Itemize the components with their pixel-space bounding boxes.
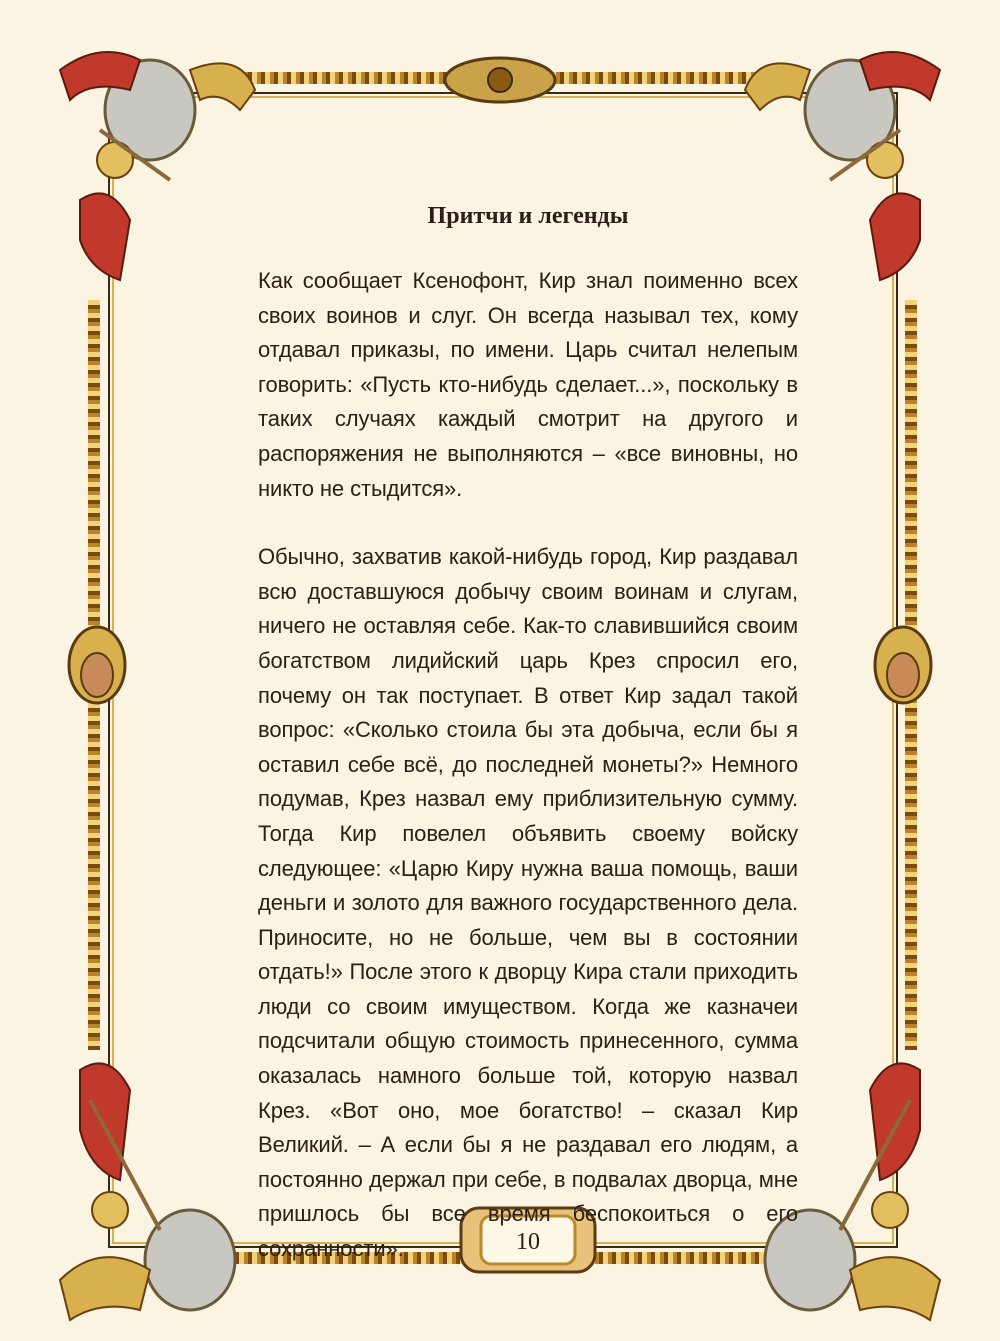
left-mask-ornament <box>62 620 132 720</box>
page-content <box>258 198 798 1301</box>
page-number: 10 <box>516 1229 540 1255</box>
corner-ornament-bottom-left <box>40 1040 260 1330</box>
paragraph-1: Как сообщает Ксенофонт, Кир знал поименно всех своих воинов и слуг. Он всегда называл тех, кому отдавал приказы, по имени. Царь считал нелепым говорить: «Пусть кто-нибудь сделает...», поскольку в таких случаях каждый смотрит на другого и распоряжения не выполняются – «все виновны, но никто не стыдится». <box>258 268 798 501</box>
paragraph-2: Обычно, захватив какой-нибудь город, Кир раздавал всю доставшуюся добычу своим воинам и слугам, ничего не оставляя себе. Как-то славившийся своим богатством лидийский царь Крез спросил его, почему он так поступает. В ответ Кир задал такой вопрос: «Сколько стоила бы эта добыча, если бы я оставил себе всё, до последней монеты?» Немного подумав, Крез назвал ему приблизительную сумму. Тогда Кир повелел объявить своему войску следующее: «Царю Киру нужна ваша помощь, ваши деньги и золото для важного государственного дела. Приносите, но не больше, чем вы в состоянии отдать!» После этого к дворцу Кира стали приходить люди со своим имуществом. Когда же казначеи подсчитали общую стоимость принесенного, сумма оказалась намного больше той, которую назвал Крез. «Вот оно, мое богатство! – сказал Кир Великий. – А если бы я не раздавал его людям, а постоянно держал при себе, в подвалах дворца, мне пришлось бы все время беспокоиться о его сохранности». <box>258 544 798 1262</box>
page-title: Притчи и легенды <box>427 203 629 229</box>
top-cartouche-ornament <box>440 50 560 110</box>
right-mask-ornament <box>868 620 938 720</box>
corner-ornament-top-left <box>40 30 260 290</box>
